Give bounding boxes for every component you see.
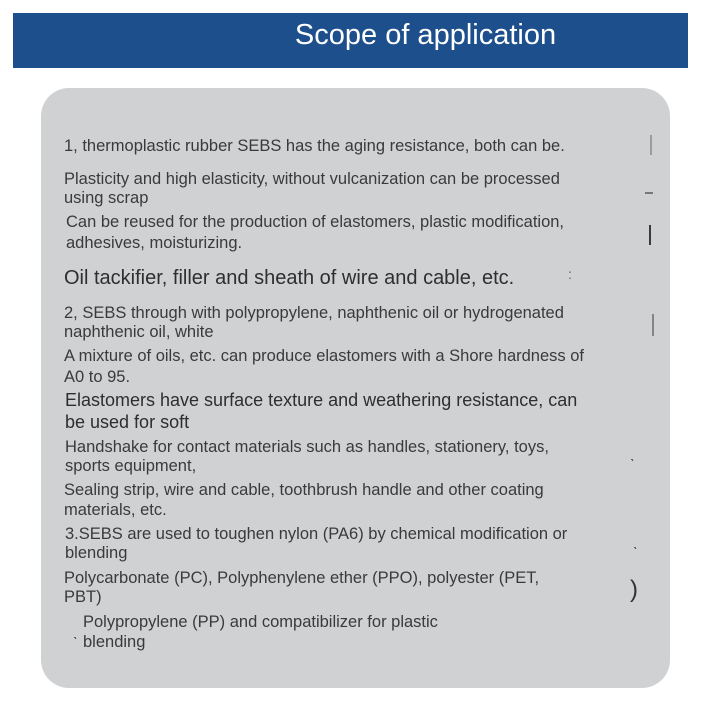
text-line: blending xyxy=(65,544,128,562)
text-line: Polypropylene (PP) and compatibilizer for plastic xyxy=(83,613,438,631)
text-line: blending xyxy=(83,633,146,651)
text-line: 1, thermoplastic rubber SEBS has the aging resistance, both can be. xyxy=(64,137,565,155)
text-line: 3.SEBS are used to toughen nylon (PA6) by chemical modification or xyxy=(65,525,568,543)
scan-mark: : xyxy=(568,266,572,282)
scan-mark: ˋ xyxy=(73,634,78,650)
text-line: PBT) xyxy=(64,588,102,606)
text-line: Can be reused for the production of elastomers, plastic modification, xyxy=(66,213,565,231)
text-line: materials, etc. xyxy=(64,501,167,519)
text-line: 2, SEBS through with polypropylene, naphthenic oil or hydrogenated xyxy=(64,304,564,322)
page-title: Scope of application xyxy=(294,19,557,51)
text-line: adhesives, moisturizing. xyxy=(66,234,243,252)
text-line: be used for soft xyxy=(65,412,190,432)
text-line: Sealing strip, wire and cable, toothbrush handle and other coating xyxy=(64,481,544,499)
scan-mark: ) xyxy=(630,576,638,603)
text-line: Handshake for contact materials such as handles, stationery, toys, xyxy=(65,438,549,456)
text-line: Plasticity and high elasticity, without vulcanization can be processed xyxy=(64,170,560,188)
text-line: A0 to 95. xyxy=(64,368,131,386)
scan-mark xyxy=(650,135,652,155)
text-line: A mixture of oils, etc. can produce elastomers with a Shore hardness of xyxy=(64,347,585,365)
scan-mark xyxy=(649,225,651,245)
text-line: Elastomers have surface texture and weathering resistance, can xyxy=(65,390,578,410)
scan-mark: ˋ xyxy=(630,456,635,472)
scan-mark xyxy=(645,192,653,194)
scan-mark xyxy=(652,314,654,336)
text-line: Oil tackifier, filler and sheath of wire and cable, etc. xyxy=(64,267,515,289)
text-line: naphthenic oil, white xyxy=(64,323,214,341)
scan-mark: ˋ xyxy=(633,544,638,560)
text-line: sports equipment, xyxy=(65,457,197,475)
text-line: Polycarbonate (PC), Polyphenylene ether (PPO), polyester (PET, xyxy=(64,569,540,587)
header-banner xyxy=(13,13,688,68)
text-line: using scrap xyxy=(64,189,149,207)
